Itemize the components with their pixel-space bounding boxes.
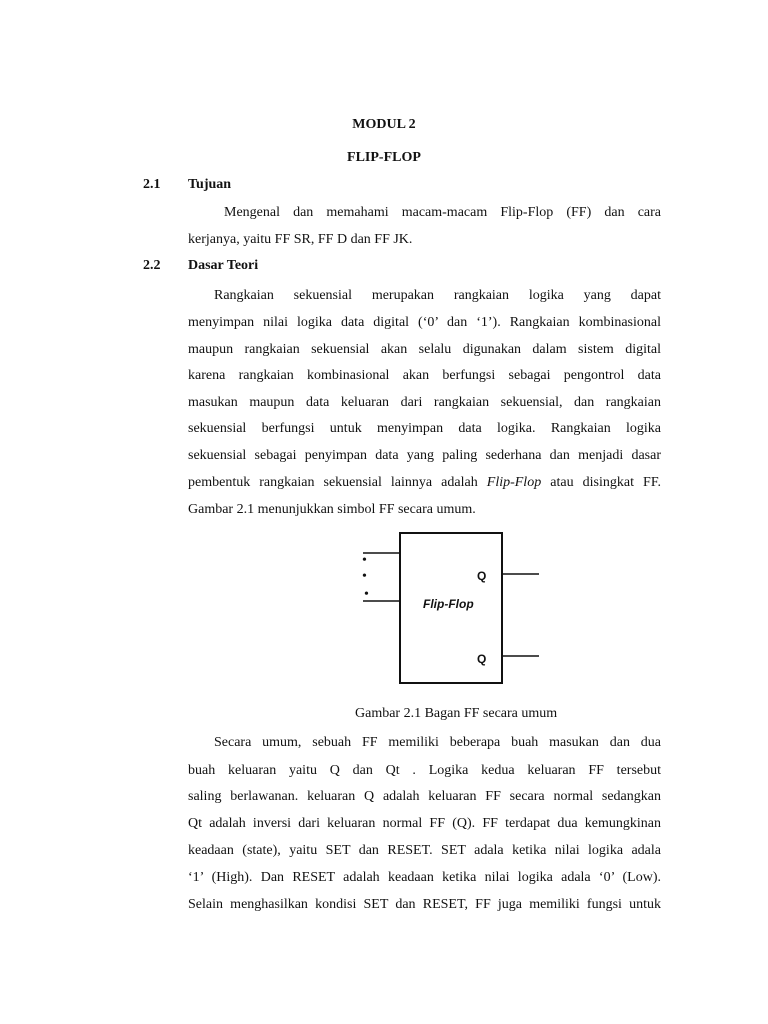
figure-caption: Gambar 2.1 Bagan FF secara umum <box>355 706 558 721</box>
paragraph-line: maupun rangkaian sekuensial akan selalu digunakan dalam sistem digital <box>188 342 661 357</box>
paragraph-line: Selain menghasilkan kondisi SET dan RESET, FF juga memiliki fungsi untuk <box>188 897 661 912</box>
paragraph-line: Qt adalah inversi dari keluaran normal FF (Q). FF terdapat dua kemungkinan <box>188 816 661 831</box>
flip-flop-diagram <box>355 528 555 690</box>
paragraph-line: ‘1’ (High). Dan RESET adalah keadaan ketika nilai logika adala ‘0’ (Low). <box>188 870 661 885</box>
paragraph-line: Secara umum, sebuah FF memiliki beberapa buah masukan dan dua <box>214 735 661 750</box>
input-dot: • <box>362 569 367 584</box>
paragraph-line: menyimpan nilai logika data digital (‘0’ dan ‘1’). Rangkaian kombinasional <box>188 315 661 330</box>
paragraph-line: Gambar 2.1 menunjukkan simbol FF secara umum. <box>188 502 476 517</box>
input-dot: • <box>364 587 369 602</box>
line-suffix: atau disingkat FF. <box>541 475 661 490</box>
flip-flop-term: Flip-Flop <box>486 475 542 490</box>
paragraph-line: saling berlawanan. keluaran Q adalah keluaran FF secara normal sedangkan <box>188 789 661 804</box>
section-heading-dasar-teori: Dasar Teori <box>188 258 259 273</box>
chapter-title: FLIP-FLOP <box>347 150 421 165</box>
flip-flop-label: Flip-Flop <box>423 597 474 611</box>
paragraph-line: sekuensial berfungsi untuk menyimpan data logika. Rangkaian logika <box>188 421 661 436</box>
module-title: MODUL 2 <box>352 117 416 132</box>
paragraph-line: Mengenal dan memahami macam-macam Flip-Flop (FF) dan cara <box>224 205 661 220</box>
paragraph-line-with-term <box>188 474 661 492</box>
output-label-q-bar: Q <box>477 652 487 666</box>
paragraph-line: keadaan (state), yaitu SET dan RESET. SET adala ketika nilai logika adala <box>188 843 661 858</box>
section-number-dasar-teori: 2.2 <box>143 258 161 273</box>
input-dot: • <box>362 553 367 568</box>
paragraph-line: karena rangkaian kombinasional akan berfungsi sebagai pengontrol data <box>188 368 661 383</box>
output-label-q: Q <box>477 569 487 583</box>
section-number-tujuan: 2.1 <box>143 177 161 192</box>
paragraph-line: Rangkaian sekuensial merupakan rangkaian logika yang dapat <box>214 288 661 303</box>
line-prefix: pembentuk rangkaian sekuensial lainnya adalah <box>188 475 487 490</box>
section-heading-tujuan: Tujuan <box>188 177 232 192</box>
paragraph-line: sekuensial sebagai penyimpan data yang paling sederhana dan menjadi dasar <box>188 448 661 463</box>
paragraph-line: buah keluaran yaitu Q dan Qt . Logika kedua keluaran FF tersebut <box>188 763 661 778</box>
paragraph-line: masukan maupun data keluaran dari rangkaian sekuensial, dan rangkaian <box>188 395 661 410</box>
paragraph-line: kerjanya, yaitu FF SR, FF D dan FF JK. <box>188 232 413 247</box>
